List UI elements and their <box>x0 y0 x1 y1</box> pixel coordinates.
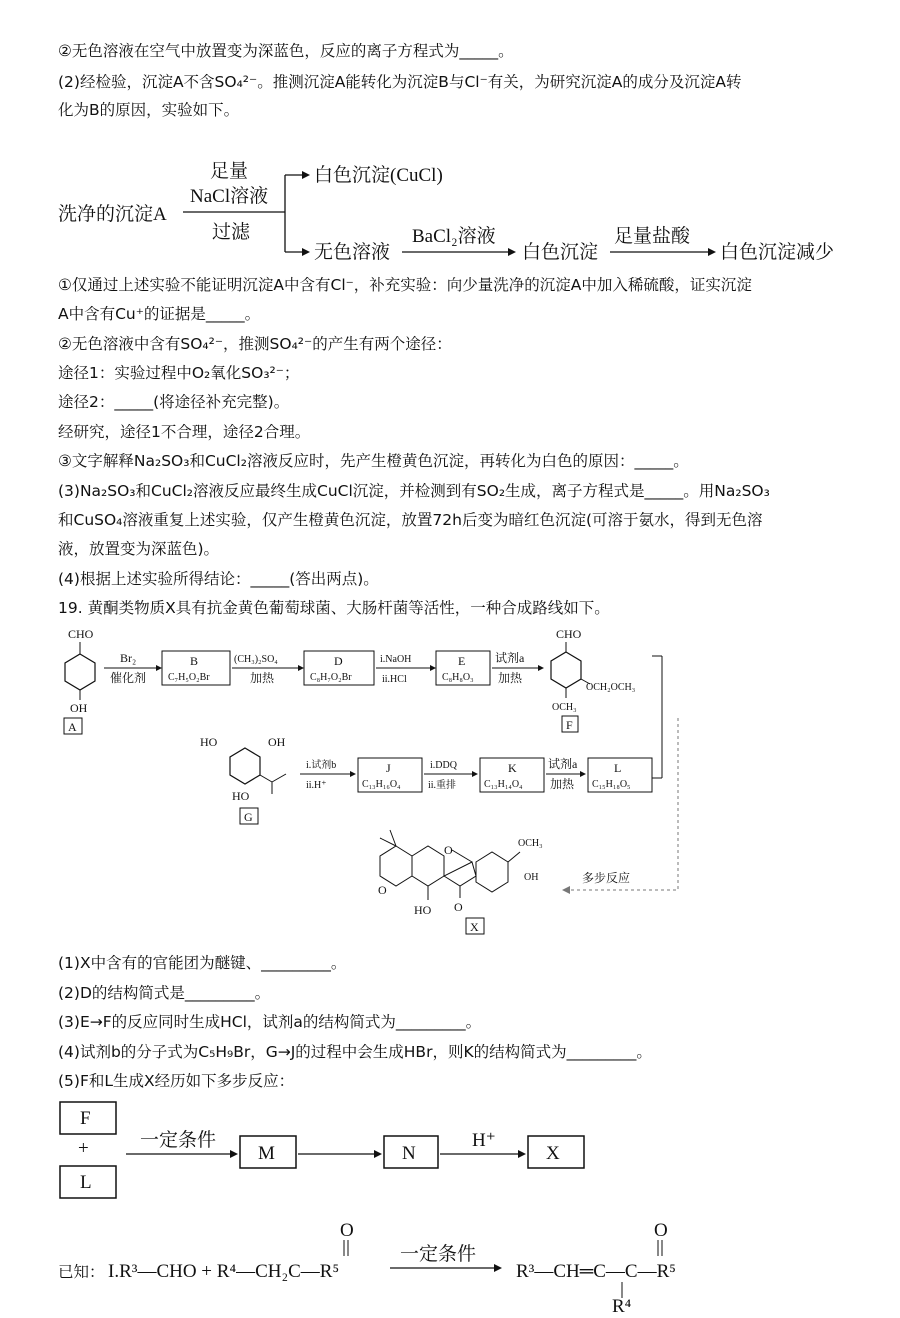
text-line-3: 化为B的原因，实验如下。 <box>58 101 240 119</box>
svg-text:N: N <box>402 1143 416 1164</box>
compound-B <box>162 651 230 685</box>
svg-text:O: O <box>340 1220 354 1241</box>
svg-text:A: A <box>68 720 77 734</box>
text-line-9: 经研究，途径1不合理，途径2合理。 <box>58 423 311 441</box>
svg-text:OH: OH <box>268 735 286 749</box>
synthesis-route-diagram <box>0 618 900 948</box>
svg-text:I.R³—CHO + R⁴—CH₂C—R⁵: I.R³—CHO + R⁴—CH₂C—R⁵ <box>108 1261 340 1282</box>
compound-J <box>358 758 422 792</box>
text-line-19: (4)试剂b的分子式为C₅H₉Br，G→J的过程中会生成HBr，则K的结构简式为_________。 <box>58 1043 652 1061</box>
svg-text:ii.H⁺: ii.H⁺ <box>306 780 327 791</box>
flow1-step2-reagent: BaCl₂溶液 <box>412 226 496 247</box>
svg-text:OH: OH <box>524 872 539 883</box>
svg-text:G: G <box>244 810 253 824</box>
arrow-head-icon <box>708 248 716 256</box>
svg-text:一定条件: 一定条件 <box>140 1130 217 1151</box>
compound-G <box>200 735 286 824</box>
flow1-step3-reagent: 足量盐酸 <box>614 226 691 247</box>
arrow-head-icon <box>538 665 544 671</box>
svg-text:H⁺: H⁺ <box>472 1130 496 1151</box>
compound-L <box>588 758 652 792</box>
flow1-reagent-bot: 过滤 <box>212 222 251 243</box>
svg-text:(CH₃)₂SO₄: (CH₃)₂SO₄ <box>234 654 278 665</box>
arrow-head-icon <box>430 665 436 671</box>
text-line-13: 液，放置变为深蓝色)。 <box>58 540 220 558</box>
arrow-head-icon <box>298 665 304 671</box>
svg-text:D: D <box>334 654 343 668</box>
arrow-head-icon <box>302 171 310 179</box>
svg-text:O: O <box>444 843 453 857</box>
svg-text:C₁₅H₁₈O₅: C₁₅H₁₈O₅ <box>592 779 631 790</box>
svg-text:O: O <box>378 883 387 897</box>
svg-text:加热: 加热 <box>498 671 523 685</box>
arrow-head-icon <box>156 665 162 671</box>
text-line-15: 19. 黄酮类物质X具有抗金黄色葡萄球菌、大肠杆菌等活性，一种合成路线如下。 <box>58 599 610 617</box>
svg-text:加热: 加热 <box>250 671 275 685</box>
svg-text:i.DDQ: i.DDQ <box>430 760 457 771</box>
svg-text:C₈H₇O₂Br: C₈H₇O₂Br <box>310 672 352 683</box>
svg-text:B: B <box>190 654 199 668</box>
text-line-1: ②无色溶液在空气中放置变为深蓝色，反应的离子方程式为_____。 <box>58 42 514 60</box>
svg-text:ii.重排: ii.重排 <box>428 780 457 791</box>
text-line-12: 和CuSO₄溶液重复上述实验，仅产生橙黄色沉淀，放置72h后变为暗红色沉淀(可溶于氨水，得到无色溶 <box>58 511 763 529</box>
svg-text:R³—CH═C—C—R⁵: R³—CH═C—C—R⁵ <box>516 1261 676 1282</box>
svg-text:加热: 加热 <box>550 777 575 791</box>
arrow-head-icon <box>374 1150 382 1158</box>
svg-text:HO: HO <box>414 903 432 917</box>
arrow-head-icon <box>562 886 570 894</box>
arrow-head-icon <box>230 1150 238 1158</box>
compound-A <box>64 627 95 734</box>
flow1-start: 洗净的沉淀A <box>58 204 167 225</box>
arrow-head-icon <box>580 771 586 777</box>
svg-text:O: O <box>654 1220 668 1241</box>
text-line-14: (4)根据上述实验所得结论：_____(答出两点)。 <box>58 570 379 588</box>
text-line-11: (3)Na₂SO₃和CuCl₂溶液反应最终生成CuCl沉淀，并检测到有SO₂生成，离子方程式是_____。用Na₂SO₃ <box>58 482 770 500</box>
svg-text:C₈H₈O₃: C₈H₈O₃ <box>442 672 474 683</box>
svg-text:i.试剂b: i.试剂b <box>306 760 337 771</box>
flow1-reagent-mid: NaCl溶液 <box>190 186 269 207</box>
flow-diagram-F-L-to-X <box>0 1096 900 1216</box>
flow1-lower-product: 无色溶液 <box>314 242 391 263</box>
svg-text:试剂a: 试剂a <box>548 757 578 771</box>
text-line-4: ①仅通过上述实验不能证明沉淀A中含有Cl⁻，补充实验：向少量洗净的沉淀A中加入稀硫酸，证实沉淀 <box>58 276 752 294</box>
arrow-head-icon <box>472 771 478 777</box>
svg-text:OH: OH <box>70 701 88 715</box>
arrow-head-icon <box>350 771 356 777</box>
compound-D <box>304 651 374 685</box>
svg-text:O: O <box>454 900 463 914</box>
svg-text:M: M <box>258 1143 275 1164</box>
arrow-head-icon <box>302 248 310 256</box>
svg-text:L: L <box>614 761 622 775</box>
text-line-6: ②无色溶液中含有SO₄²⁻，推测SO₄²⁻的产生有两个途径： <box>58 335 452 353</box>
compound-E <box>436 651 490 685</box>
svg-text:HO: HO <box>200 735 218 749</box>
svg-text:F: F <box>566 718 573 732</box>
arrow-head-icon <box>508 248 516 256</box>
svg-text:多步反应: 多步反应 <box>582 871 631 885</box>
svg-text:C₇H₅O₂Br: C₇H₅O₂Br <box>168 672 210 683</box>
svg-text:ii.HCl: ii.HCl <box>382 674 407 685</box>
text-line-17: (2)D的结构简式是_________。 <box>58 984 271 1002</box>
text-line-18: (3)E→F的反应同时生成HCl，试剂a的结构简式为_________。 <box>58 1013 482 1031</box>
compound-K <box>480 758 544 792</box>
compound-F <box>551 627 635 732</box>
svg-text:C₁₃H₁₄O₄: C₁₃H₁₄O₄ <box>484 779 523 790</box>
text-line-5: A中含有Cu⁺的证据是_____。 <box>58 305 261 323</box>
svg-text:CHO: CHO <box>556 627 582 641</box>
flow1-upper-product: 白色沉淀(CuCl) <box>314 165 443 186</box>
svg-text:OCH₃: OCH₃ <box>518 838 543 849</box>
text-line-8: 途径2：_____(将途径补充完整)。 <box>58 393 290 411</box>
svg-text:试剂a: 试剂a <box>495 651 525 665</box>
text-line-16: (1)X中含有的官能团为醚键、_________。 <box>58 954 347 972</box>
svg-text:R⁴: R⁴ <box>612 1296 632 1314</box>
svg-text:X: X <box>546 1143 560 1164</box>
svg-text:C₁₃H₁₆O₄: C₁₃H₁₆O₄ <box>362 779 401 790</box>
arrow-head-icon <box>494 1264 502 1272</box>
arrow-head-icon <box>518 1150 526 1158</box>
svg-text:E: E <box>458 654 466 668</box>
svg-text:i.NaOH: i.NaOH <box>380 654 412 665</box>
flow1-reagent-top: 足量 <box>210 161 249 182</box>
text-line-2: (2)经检验，沉淀A不含SO₄²⁻。推测沉淀A能转化为沉淀B与Cl⁻有关，为研究沉淀A的成分及沉淀A转 <box>58 73 742 91</box>
svg-text:K: K <box>508 761 517 775</box>
svg-text:+: + <box>78 1138 89 1159</box>
svg-text:F: F <box>80 1108 91 1129</box>
text-line-7: 途径1：实验过程中O₂氧化SO₃²⁻； <box>58 364 300 382</box>
svg-text:催化剂: 催化剂 <box>110 671 147 685</box>
svg-text:Br₂: Br₂ <box>120 651 137 665</box>
svg-text:L: L <box>80 1172 92 1193</box>
known-reaction <box>0 1214 900 1314</box>
svg-text:X: X <box>470 920 479 934</box>
text-line-10: ③文字解释Na₂SO₃和CuCl₂溶液反应时，先产生橙黄色沉淀，再转化为白色的原因：_____。 <box>58 452 689 470</box>
svg-text:已知：: 已知： <box>58 1263 105 1281</box>
svg-text:OCH₂OCH₃: OCH₂OCH₃ <box>586 682 636 693</box>
svg-text:CHO: CHO <box>68 627 94 641</box>
svg-text:OCH₃: OCH₃ <box>552 702 577 713</box>
svg-text:HO: HO <box>232 789 250 803</box>
svg-text:J: J <box>386 761 391 775</box>
svg-text:一定条件: 一定条件 <box>400 1244 477 1265</box>
flow1-step3-product: 白色沉淀减少 <box>720 242 835 263</box>
flow1-step2-product: 白色沉淀 <box>522 242 599 263</box>
compound-X <box>378 830 543 934</box>
text-line-20: (5)F和L生成X经历如下多步反应： <box>58 1072 295 1090</box>
